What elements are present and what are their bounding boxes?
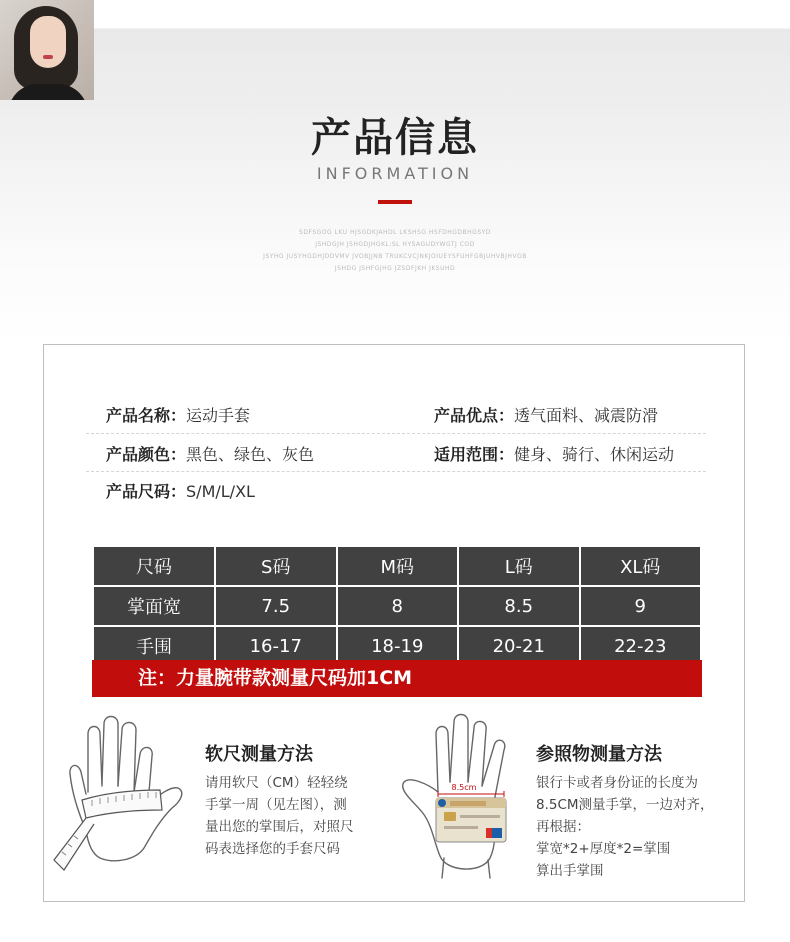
table-cell: 8 xyxy=(337,586,459,626)
product-name-label: 产品名称： xyxy=(106,406,187,425)
table-cell: S码 xyxy=(215,546,337,586)
model-photo xyxy=(0,0,94,100)
soft-ruler-hand-icon xyxy=(48,712,198,874)
product-color xyxy=(106,442,314,465)
product-advantage-label: 产品优点： xyxy=(434,406,515,425)
product-name-value: 运动手套 xyxy=(186,406,251,425)
product-color-label: 产品颜色： xyxy=(106,445,187,464)
card-length-label: 8.5cm xyxy=(451,783,477,792)
table-row xyxy=(93,546,701,586)
table-cell: 7.5 xyxy=(215,586,337,626)
table-cell: L码 xyxy=(458,546,580,586)
table-cell: 9 xyxy=(580,586,702,626)
section-title: 产品信息 xyxy=(311,115,479,161)
method-line: 银行卡或者身份证的长度为 xyxy=(536,775,698,791)
product-scope xyxy=(434,442,674,465)
product-name xyxy=(106,403,250,426)
table-cell: 16-17 xyxy=(215,626,337,666)
method-line: 掌宽*2+厚度*2=掌围 xyxy=(536,841,671,857)
product-advantage xyxy=(434,403,658,426)
row-divider xyxy=(86,471,706,472)
row-divider xyxy=(86,433,706,434)
method-line: 量出您的掌围后，对照尺 xyxy=(205,819,354,835)
card-reference-hand-icon xyxy=(398,712,528,882)
decorative-text-line: JSHDGJH JSHGDJHGKL;SL HYSAGUDYWGTJ COD xyxy=(315,241,475,248)
method-line: 再根据： xyxy=(536,819,590,835)
product-color-value: 黑色、绿色、灰色 xyxy=(186,445,315,464)
method-line: 8.5CM测量手掌，一边对齐， xyxy=(536,797,714,813)
reference-method-title: 参照物测量方法 xyxy=(536,744,662,765)
method-line: 手掌一周（见左图），测 xyxy=(205,797,347,813)
title-divider xyxy=(378,200,412,204)
table-cell: 手围 xyxy=(93,626,215,666)
product-size-value: S/M/L/XL xyxy=(186,482,255,501)
table-cell: 22-23 xyxy=(580,626,702,666)
table-cell: 8.5 xyxy=(458,586,580,626)
product-advantage-value: 透气面料、减震防滑 xyxy=(514,406,659,425)
section-subtitle: INFORMATION xyxy=(316,164,474,183)
table-cell: 20-21 xyxy=(458,626,580,666)
product-scope-value: 健身、骑行、休闲运动 xyxy=(514,445,675,464)
reference-method-text xyxy=(536,772,714,882)
size-note-banner: 注：力量腕带款测量尺码加1CM xyxy=(92,660,702,697)
product-scope-label: 适用范围： xyxy=(434,445,515,464)
decorative-text-line: JSYHG JUSYHGDHJDDVMV JVOBJJNB TRUKCVCJNKJOIUEYSFUHFGBJUHVBJHVGB xyxy=(263,253,527,260)
table-row xyxy=(93,586,701,626)
table-cell: 18-19 xyxy=(337,626,459,666)
method-line: 请用软尺（CM）轻轻绕 xyxy=(205,775,348,791)
table-cell: XL码 xyxy=(580,546,702,586)
table-cell: 掌面宽 xyxy=(93,586,215,626)
table-cell: 尺码 xyxy=(93,546,215,586)
size-table xyxy=(92,545,702,667)
product-size-label: 产品尺码： xyxy=(106,482,187,501)
decorative-text-line: SDFSGOG LKU HJSGDKJAHDL LKSHSG HSFDHGDBHGSYD xyxy=(299,229,491,236)
method-line: 算出手掌围 xyxy=(536,863,604,879)
table-cell: M码 xyxy=(337,546,459,586)
method-line: 码表选择您的手套尺码 xyxy=(205,841,340,857)
soft-ruler-method-text xyxy=(205,772,354,860)
decorative-text-line: JSHDG JSHFGJHG JZSDFJKH JKSUHD xyxy=(334,265,456,272)
product-size xyxy=(106,479,255,502)
soft-ruler-method-title: 软尺测量方法 xyxy=(205,744,313,765)
